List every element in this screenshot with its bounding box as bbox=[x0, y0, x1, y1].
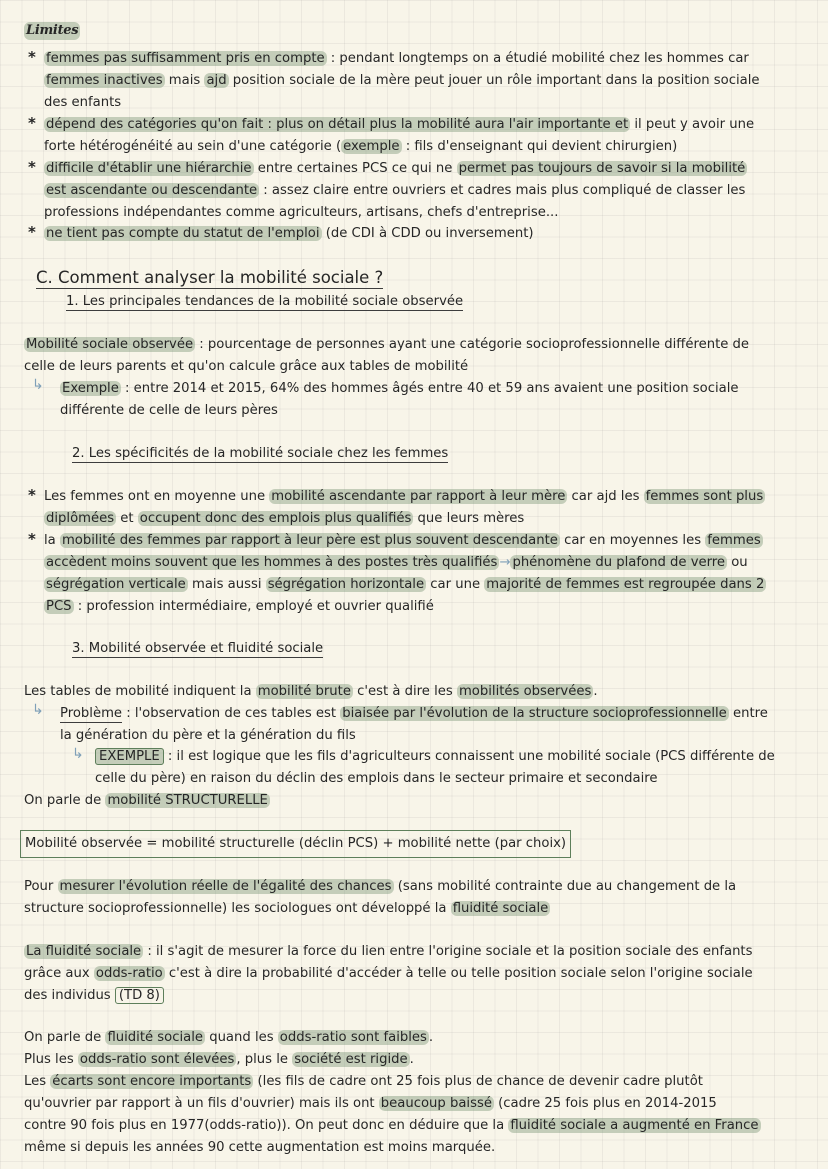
structurelle-line: On parle de mobilité STRUCTURELLE bbox=[24, 793, 268, 808]
probleme-line1: Problème : l'observation de ces tables est biaisée par l'évolution de la structure socioprofessionnelle entre bbox=[60, 706, 768, 721]
asterisk-icon: * bbox=[28, 486, 36, 504]
limite-3-line1: difficile d'établir une hiérarchie entre certaines PCS ce qui ne permet pas toujours de savoir si la mobilité bbox=[46, 161, 746, 176]
asterisk-icon: * bbox=[28, 158, 36, 176]
women-1-line2: diplômées et occupent donc des emplois plus qualifiés que leurs mères bbox=[46, 511, 525, 526]
exemple2-line2: celle du père) en raison du déclin des emplois dans le secteur primaire et secondaire bbox=[95, 771, 658, 786]
limite-1-line1: femmes pas suffisamment pris en compte : pendant longtemps on a étudié mobilité chez les hommes car bbox=[46, 51, 749, 66]
section-c-title: C. Comment analyser la mobilité sociale ? bbox=[36, 268, 384, 287]
arrow-right-icon: ↳ bbox=[32, 377, 44, 393]
ecarts-line3: contre 90 fois plus en 1977(odds-ratio)). On peut donc en déduire que la fluidité sociale a augmenté en France bbox=[24, 1118, 759, 1133]
fluidite-line3: des individus (TD 8) bbox=[24, 987, 164, 1005]
title-limites: Limites bbox=[26, 23, 79, 38]
asterisk-icon: * bbox=[28, 48, 36, 66]
subtitle-2: 2. Les spécificités de la mobilité sociale chez les femmes bbox=[72, 446, 449, 461]
formula-box: Mobilité observée = mobilité structurelle (déclin PCS) + mobilité nette (par choix) bbox=[20, 830, 571, 858]
arrow-right-icon: ↳ bbox=[72, 746, 84, 762]
definition-line2: celle de leurs parents et qu'on calcule grâce aux tables de mobilité bbox=[24, 359, 469, 374]
arrow-right-icon: ↳ bbox=[32, 702, 44, 718]
asterisk-icon: * bbox=[28, 530, 36, 548]
mesurer-line2: structure socioprofessionnelle) les sociologues ont développé la fluidité sociale bbox=[24, 901, 549, 916]
limite-2-line1: dépend des catégories qu'on fait : plus on détail plus la mobilité aura l'air importante et il peut y avoir une bbox=[46, 117, 755, 132]
probleme-line2: la génération du père et la génération du fils bbox=[60, 728, 356, 743]
women-2-line3: ségrégation verticale mais aussi ségrégation horizontale car une majorité de femmes est regroupée dans 2 bbox=[46, 577, 765, 592]
exemple-line1: Exemple : entre 2014 et 2015, 64% des hommes âgés entre 40 et 59 ans avaient une position sociale bbox=[62, 381, 739, 396]
women-2-line2: accèdent moins souvent que les hommes à des postes très qualifiés → phénomène du plafond de verre ou bbox=[46, 555, 748, 570]
fluidite-line2: grâce aux odds-ratio c'est à dire la probabilité d'accéder à telle ou telle position sociale selon l'origine sociale bbox=[24, 966, 753, 981]
limite-1-line2: femmes inactives mais ajd position sociale de la mère peut jouer un rôle important dans la position sociale bbox=[46, 73, 760, 88]
ecarts-line1: Les écarts sont encore importants (les fils de cadre ont 25 fois plus de chance de devenir cadre plutôt bbox=[24, 1074, 703, 1089]
women-2-line4: PCS : profession intermédiaire, employé et ouvrier qualifié bbox=[46, 599, 434, 614]
ecarts-line2: qu'ouvrier par rapport à un fils d'ouvrier) mais ils ont beaucoup baissé (cadre 25 fois plus en 2014-2015 bbox=[24, 1096, 717, 1111]
asterisk-icon: * bbox=[28, 223, 36, 241]
limite-3-line3: professions indépendantes comme agriculteurs, artisans, chefs d'entreprise... bbox=[44, 205, 559, 220]
definition-line1: Mobilité sociale observée : pourcentage de personnes ayant une catégorie socioprofessionnelle différente de bbox=[26, 337, 750, 352]
exemple2-line1: EXEMPLE : il est logique que les fils d'agriculteurs connaissent une mobilité sociale (PCS différente de bbox=[95, 748, 775, 766]
subtitle-3: 3. Mobilité observée et fluidité sociale bbox=[72, 641, 324, 656]
mesurer-line1: Pour mesurer l'évolution réelle de l'égalité des chances (sans mobilité contrainte due au changement de la bbox=[24, 879, 737, 894]
asterisk-icon: * bbox=[28, 114, 36, 132]
women-1-line1: Les femmes ont en moyenne une mobilité ascendante par rapport à leur mère car ajd les femmes sont plus bbox=[44, 489, 764, 504]
plus-line: Plus les odds-ratio sont élevées , plus le société est rigide . bbox=[24, 1052, 414, 1067]
limite-1-line3: des enfants bbox=[44, 95, 122, 110]
limite-4-line1: ne tient pas compte du statut de l'emploi (de CDI à CDD ou inversement) bbox=[46, 226, 534, 241]
brute-line: Les tables de mobilité indiquent la mobilité brute c'est à dire les mobilités observées . bbox=[24, 684, 598, 699]
exemple-line2: différente de celle de leurs pères bbox=[60, 403, 278, 418]
ecarts-line4: même si depuis les années 90 cette augmentation est moins marquée. bbox=[24, 1140, 496, 1155]
limite-2-line2: forte hétérogénéité au sein d'une catégorie ( exemple : fils d'enseignant qui devient chirurgien) bbox=[44, 139, 678, 154]
parle-line: On parle de fluidité sociale quand les odds-ratio sont faibles . bbox=[24, 1030, 434, 1045]
women-2-line1: la mobilité des femmes par rapport à leur père est plus souvent descendante car en moyennes les femmes bbox=[44, 533, 761, 548]
subtitle-1: 1. Les principales tendances de la mobilité sociale observée bbox=[66, 294, 464, 309]
fluidite-line1: La fluidité sociale : il s'agit de mesurer la force du lien entre l'origine sociale et la position sociale des enfants bbox=[26, 944, 753, 959]
limite-3-line2: est ascendante ou descendante : assez claire entre ouvriers et cadres mais plus compliqué de classer les bbox=[46, 183, 746, 198]
